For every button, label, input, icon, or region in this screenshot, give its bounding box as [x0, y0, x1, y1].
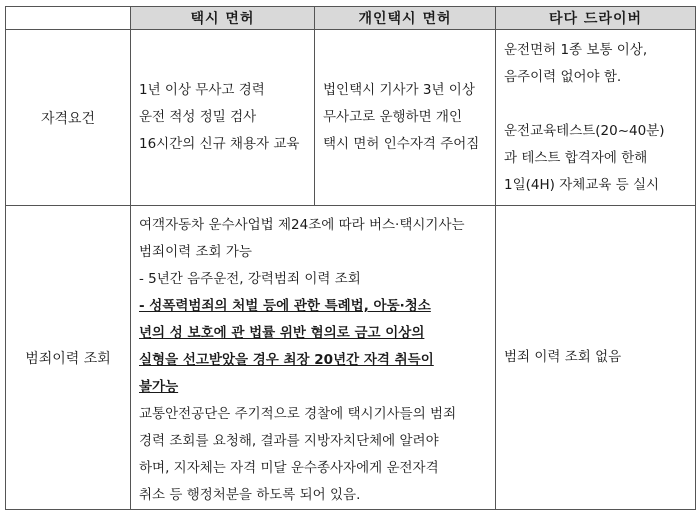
row-label-criminal-record: 범죄이력 조회: [6, 206, 131, 510]
text-line: 경력 조회를 요청해, 결과를 지방자치단체에 알려야: [139, 433, 439, 449]
header-taxi-license: 택시 면허: [131, 7, 315, 30]
header-private-taxi-license: 개인택시 면허: [315, 7, 496, 30]
emphasis-line: - 성폭력범죄의 처벌 등에 관한 특례법, 아동·청소: [139, 298, 431, 314]
text-line: 법인택시 기사가 3년 이상: [323, 82, 475, 98]
header-tada-driver: 타다 드라이버: [496, 7, 696, 30]
text-line: 하며, 지자체는 자격 미달 운수종사자에게 운전자격: [139, 460, 439, 476]
tada-qualification-cell: [496, 30, 696, 206]
row-criminal-record: [6, 206, 696, 510]
taxi-qualification-cell: [131, 30, 315, 206]
header-empty: [6, 7, 131, 30]
text-line: 교통안전공단은 주기적으로 경찰에 택시기사들의 범죄: [139, 406, 457, 422]
text-line: 과 테스트 합격자에 한해: [504, 149, 648, 166]
text-line: 택시 면허 인수자격 주어짐: [323, 136, 480, 152]
comparison-table: [5, 6, 696, 510]
text-line: 운전면허 1종 보통 이상,: [504, 41, 648, 58]
emphasis-line: 불가능: [139, 379, 179, 395]
text-line: 여객자동차 운수사업법 제24조에 따라 버스·택시기사는: [139, 217, 465, 233]
text-line: 운전교육테스트(20~40분): [504, 122, 665, 139]
text-line: 음주이력 없어야 함.: [504, 68, 622, 85]
header-row: [6, 7, 696, 30]
text-line: 범죄이력 조회 가능: [139, 244, 252, 260]
text-line: 1년 이상 무사고 경력: [139, 82, 265, 98]
criminal-record-detail-cell: [131, 206, 496, 510]
text-line: - 5년간 음주운전, 강력범죄 이력 조회: [139, 271, 361, 287]
text-line: [504, 91, 689, 118]
emphasis-line: 년의 성 보호에 관 법률 위반 혐의로 금고 이상의: [139, 325, 425, 341]
text-line: 무사고로 운행하면 개인: [323, 109, 462, 125]
text-line: 1일(4H) 자체교육 등 실시: [504, 176, 660, 193]
emphasis-line: 실형을 선고받았을 경우 최장 20년간 자격 취득이: [139, 352, 434, 368]
text-line: 운전 적성 정밀 검사: [139, 109, 257, 125]
row-label-qualification: 자격요건: [6, 30, 131, 206]
row-qualification: [6, 30, 696, 206]
text-line: 취소 등 행정처분을 하도록 되어 있음.: [139, 487, 361, 503]
private-taxi-qualification-cell: [315, 30, 496, 206]
tada-criminal-record-cell: 범죄 이력 조회 없음: [496, 206, 696, 510]
text-line: 16시간의 신규 채용자 교육: [139, 136, 300, 152]
